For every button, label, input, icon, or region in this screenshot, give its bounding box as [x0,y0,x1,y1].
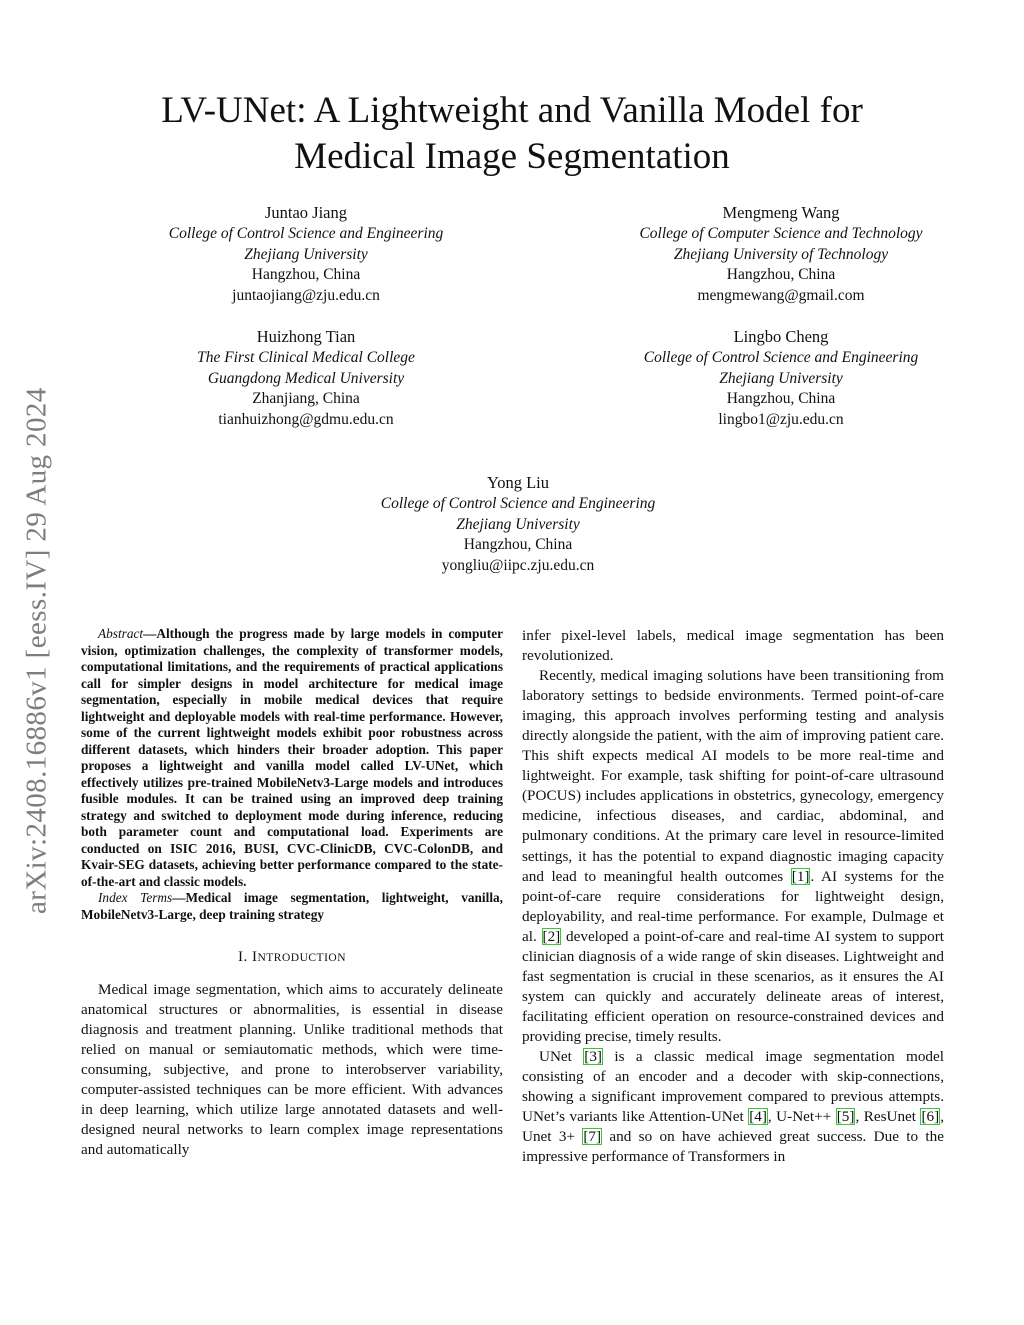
citation-link[interactable]: [6] [921,1108,940,1126]
citation-link[interactable]: [2] [542,927,561,945]
author-email: tianhuizhong@gdmu.edu.cn [218,411,394,429]
author-inst: Zhejiang University [456,515,580,533]
citation-link[interactable]: [5] [836,1108,855,1126]
text-run: is a classic medical image segmentation model consisting of an encoder and a decoder with skip-connections, showing a significant improvement compared to previous attempts. UNet’s variants like Attention-UNet [522,1047,944,1126]
author-location: Zhanjiang, China [252,390,360,408]
author-block [580,326,982,431]
author-dept: College of Computer Science and Technology [639,225,923,242]
citation-link[interactable]: [1] [791,867,810,885]
author-block [318,472,718,577]
intro-paragraph: Medical image segmentation, which aims to accurately delineate anatomical structures or abnormalities, is essential in disease diagnosis and treatment planning. Unlike traditional methods that relied on manual or semiautomatic methods, which were time-consuming, subjective, and prone to interobserver variability, computer-assisted techniques can be more efficient. With advances in deep learning, which utilize large annotated datasets and well-designed neural networks to learn complex image representations and automatically [81,981,503,1159]
abstract [81,626,503,890]
author-dept: College of Control Science and Engineering [380,495,656,512]
index-terms-label: Index Terms [98,890,173,905]
arxiv-identifier: arXiv:2408.16886v1 [eess.IV] 29 Aug 2024 [20,387,53,915]
author-email: lingbo1@zju.edu.cn [718,411,844,429]
abstract-label: Abstract [98,626,144,641]
author-inst: Zhejiang University [244,245,368,263]
text-run: developed a point-of-care and real-time AI system to support clinician diagnosis of a wide range of skin diseases. Lightweight and fast segmentation is crucial in these scenarios, as it ensures the AI system can quickly and accurately delineate areas of interest, facilitating efficient operation on resource-constrained devices and providing precise, timely results. [522,927,944,1045]
right-column [522,626,944,1167]
title-line-1: LV-UNet: A Lightweight and Vanilla Model for [161,90,863,131]
author-location: Hangzhou, China [726,266,836,284]
left-column [81,626,503,1160]
index-terms [81,890,503,923]
text-run: UNet [539,1047,584,1065]
text-run: . AI systems for the point-of-care require considerations for lightweight design, deployability, and real-time performance. For example, Dulmage et al. [522,867,944,945]
author-dept: College of Control Science and Engineering [643,349,919,366]
text-run: Recently, medical imaging solutions have been transitioning from laboratory settings to bedside environments. Termed point-of-care imaging, this approach involves performing testing and analysis directly alongside the patient, with the aim of improving patient care. This shift expects medical AI models to be more real-time and lightweight. For example, task shifting for point-of-care ultrasound (POCUS) includes applications in obstetrics, gynecology, emergency medicine, infectious diseases, and cardiac, abdominal, and pulmonary conditions. At the primary care level in resource-limited settings, it has the potential to expand diagnostic imaging capacity and lead to meaningful health outcomes [522,667,944,885]
paragraph-point-of-care [522,666,944,1047]
author-inst: Guangdong Medical University [207,369,405,387]
author-name: Juntao Jiang [264,203,348,222]
author-dept: College of Control Science and Engineering [168,225,444,242]
author-name: Lingbo Cheng [733,327,829,346]
author-inst: Zhejiang University [719,369,843,387]
author-name: Mengmeng Wang [722,203,840,222]
text-run: and so on have achieved great success. Due to the impressive performance of Transformers in [522,1128,944,1166]
section-title-rest: NTRODUCTION [257,952,347,964]
author-dept: The First Clinical Medical College [197,349,415,366]
citation-link[interactable]: [7] [583,1128,602,1146]
author-block [580,202,982,307]
author-email: yongliu@iipc.zju.edu.cn [441,557,595,575]
abstract-text: —Although the progress made by large models in computer vision, optimization challenges, the complexity of transformer models, computational limitations, and the requirements of practical applications call for simpler designs in model architecture for medical image segmentation, especially in mobile medical devices that require lightweight and deployable models with real-time performance. However, some of the current lightweight models exhibit poor robustness across different datasets, which hinders their broader adoption. This paper proposes a lightweight and vanilla model called LV-UNet, which effectively utilizes pre-trained MobileNetv3-Large models and introduces fusible modules. It can be trained using an improved deep training strategy and switched to deployment mode during inference, reducing both parameter count and computational load. Experiments are conducted on ISIC 2016, BUSI, CVC-ClinicDB, CVC-ColonDB, and Kvair-SEG datasets, achieving better performance compared to the state-of-the-art and classic models. [81,626,503,889]
author-location: Hangzhou, China [463,536,573,554]
author-block [106,326,506,431]
paragraph-unet [522,1047,944,1167]
author-email: juntaojiang@zju.edu.cn [232,287,380,305]
author-location: Hangzhou, China [251,266,361,284]
text-run: , U-Net++ [767,1108,836,1126]
author-name: Huizhong Tian [256,327,356,346]
section-number: I. I [237,949,258,965]
section-heading [81,947,503,968]
author-name: Yong Liu [486,473,550,492]
index-terms-text: —Medical image segmentation, lightweight, vanilla, MobileNetv3-Large, deep training strategy [81,890,503,922]
text-run: , ResUnet [855,1108,921,1126]
author-block [106,202,506,307]
citation-link[interactable]: [3] [584,1047,602,1065]
author-email: mengmewang@gmail.com [697,287,865,305]
paper-title [60,88,964,180]
author-inst: Zhejiang University of Technology [673,245,889,263]
title-line-2: Medical Image Segmentation [294,136,730,177]
author-location: Hangzhou, China [726,390,836,408]
citation-link[interactable]: [4] [749,1108,767,1126]
text-run: , Unet 3+ [522,1108,944,1146]
paragraph-continuation: infer pixel-level labels, medical image segmentation has been revolutionized. [522,627,944,665]
